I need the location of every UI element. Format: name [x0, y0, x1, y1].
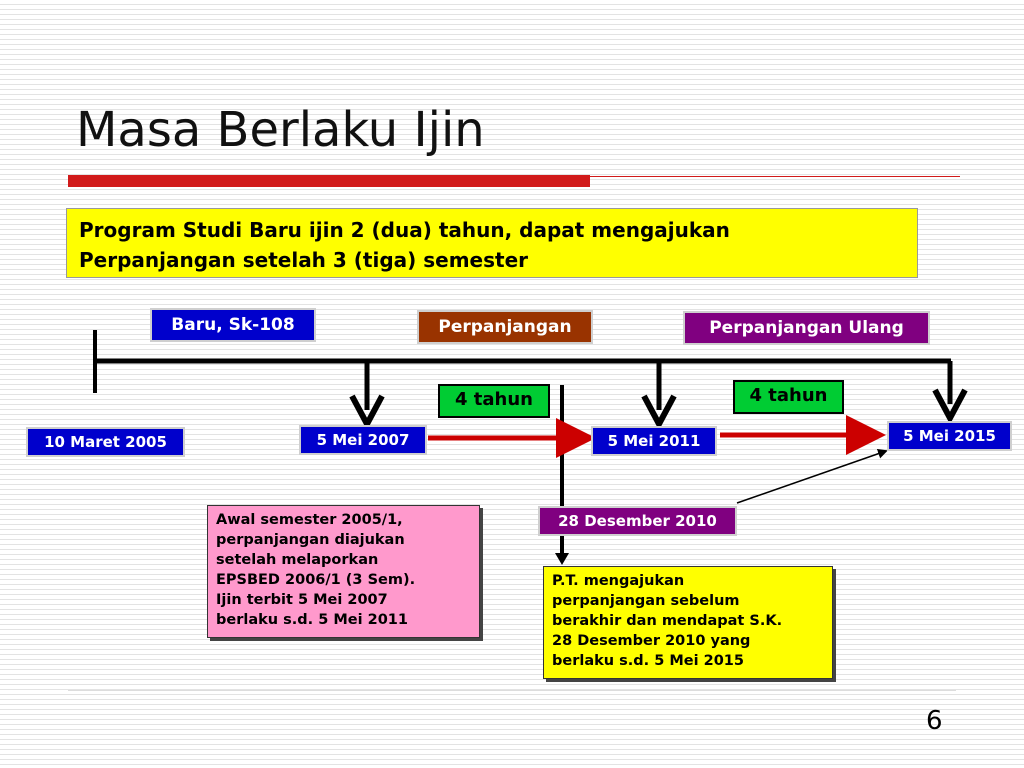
duration-box-first: 4 tahun — [438, 384, 550, 418]
date-label-dec-2010: 28 Desember 2010 — [538, 506, 737, 536]
phase-label-perpanjangan-ulang: Perpanjangan Ulang — [683, 311, 930, 345]
note-yellow-line: 28 Desember 2010 yang — [552, 633, 751, 649]
footer-divider — [68, 690, 956, 691]
down-arrow-2007 — [352, 361, 382, 424]
note-yellow — [543, 566, 833, 679]
date-label-2011: 5 Mei 2011 — [591, 426, 717, 456]
phase-label-perpanjangan: Perpanjangan — [417, 310, 593, 344]
date-label-start: 10 Maret 2005 — [26, 427, 185, 457]
note-yellow-line: berlaku s.d. 5 Mei 2015 — [552, 653, 744, 669]
down-arrow-2015 — [935, 361, 965, 418]
slide-title: Masa Berlaku Ijin — [76, 102, 485, 158]
note-pink-line: Awal semester 2005/1, — [216, 512, 403, 528]
phase-label-baru: Baru, Sk-108 — [150, 308, 316, 342]
connector-dec2010-to-2015 — [737, 451, 886, 503]
note-pink-line: berlaku s.d. 5 Mei 2011 — [216, 612, 408, 628]
callout-line-1: Program Studi Baru ijin 2 (dua) tahun, dapat mengajukan — [79, 218, 730, 242]
page-number: 6 — [926, 706, 943, 736]
note-pink — [207, 505, 480, 638]
callout-line-2: Perpanjangan setelah 3 (tiga) semester — [79, 248, 529, 272]
note-yellow-line: perpanjangan sebelum — [552, 593, 740, 609]
date-label-2015: 5 Mei 2015 — [887, 421, 1012, 451]
december-2010-marker — [555, 385, 569, 565]
note-pink-line: Ijin terbit 5 Mei 2007 — [216, 592, 388, 608]
date-label-2007: 5 Mei 2007 — [299, 425, 427, 455]
duration-box-second: 4 tahun — [733, 380, 844, 414]
note-pink-line: perpanjangan diajukan — [216, 532, 405, 548]
note-pink-line: EPSBED 2006/1 (3 Sem). — [216, 572, 416, 588]
note-yellow-line: P.T. mengajukan — [552, 573, 685, 589]
down-arrow-2011 — [644, 361, 674, 424]
note-pink-line: setelah melaporkan — [216, 552, 379, 568]
note-yellow-line: berakhir dan mendapat S.K. — [552, 613, 783, 629]
